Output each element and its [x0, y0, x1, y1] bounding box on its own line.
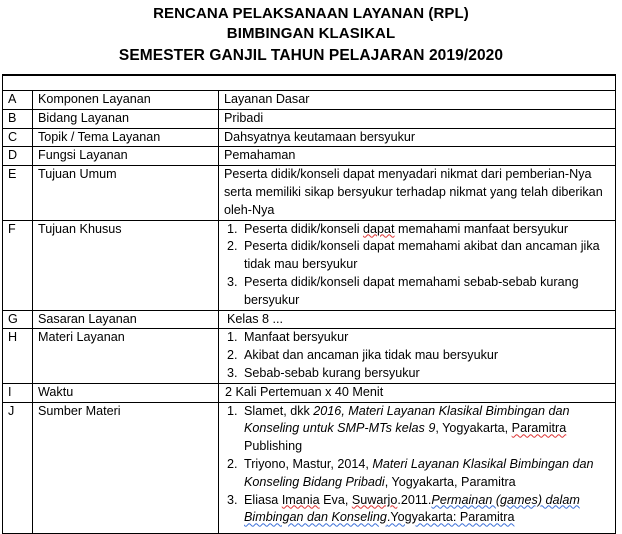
item-text: Peserta didik/konseli dapat memahami sebab-sebab kurang bersyukur — [244, 274, 579, 307]
source-author: Triyono, Mastur, 2014, — [244, 456, 373, 471]
item-text: Akibat dan ancaman jika tidak mau bersyukur — [244, 348, 499, 363]
list-item — [224, 403, 611, 456]
source-author: Eliasa — [244, 492, 282, 507]
title-line-2: BIMBINGAN KLASIKAL — [226, 25, 396, 42]
row-key: Bidang Layanan — [33, 109, 219, 128]
row-key: Tujuan Khusus — [33, 220, 219, 310]
item-number: 3. — [227, 492, 238, 507]
row-h — [3, 329, 616, 383]
spacer — [224, 527, 611, 533]
row-key: Sasaran Layanan — [33, 310, 219, 329]
item-text: memahami manfaat bersyukur — [394, 221, 569, 236]
row-letter: J — [3, 402, 33, 534]
source-place: , Yogyakarta, — [435, 421, 512, 436]
item-number: 2. — [227, 239, 238, 254]
item-text-marked: dapat — [363, 221, 395, 236]
row-f — [3, 220, 616, 310]
list-item — [224, 274, 611, 310]
title-line-1: RENCANA PELAKSANAAN LAYANAN (RPL) — [153, 5, 469, 22]
row-letter: E — [3, 166, 33, 220]
row-key: Sumber Materi — [33, 402, 219, 534]
row-value: Pemahaman — [219, 147, 616, 166]
row-g — [3, 310, 616, 329]
title-line-3: SEMESTER GANJIL TAHUN PELAJARAN 2019/2020 — [118, 47, 504, 64]
item-text: Peserta didik/konseli — [244, 221, 364, 236]
source-author-marked: Suwarjo — [351, 492, 398, 507]
row-letter: G — [3, 310, 33, 329]
row-c — [3, 128, 616, 147]
row-letter: H — [3, 329, 33, 383]
list-item — [224, 238, 611, 274]
source-publisher-marked: Paramitra — [511, 421, 567, 436]
item-number: 3. — [227, 274, 238, 289]
list-item — [224, 329, 611, 347]
left-border-stub — [2, 74, 3, 90]
item-text: Sebab-sebab kurang bersyukur — [244, 365, 420, 380]
source-author: Eva, — [319, 492, 352, 507]
list-item — [224, 365, 611, 383]
source-publisher: Publishing — [244, 439, 303, 454]
source-author-marked: Imania — [281, 492, 320, 507]
row-d — [3, 147, 616, 166]
row-a — [3, 91, 616, 110]
source-title: Permainan (games) dalam Bimbingan dan Konseling — [244, 492, 580, 525]
right-border-stub — [615, 74, 616, 90]
source-title: Materi Layanan Klasikal Bimbingan dan Konseling Bidang Pribadi — [244, 456, 594, 489]
row-value: Kelas 8 ... — [219, 310, 616, 329]
rpl-table — [2, 90, 616, 534]
item-number: 1. — [227, 221, 238, 236]
objective-list — [224, 221, 611, 310]
row-letter: F — [3, 220, 33, 310]
list-item — [224, 456, 611, 492]
row-key: Materi Layanan — [33, 329, 219, 383]
row-key: Topik / Tema Layanan — [33, 128, 219, 147]
list-item — [224, 347, 611, 365]
row-value — [219, 220, 616, 310]
row-i — [3, 383, 616, 402]
top-border — [2, 74, 616, 76]
source-list — [224, 403, 611, 528]
item-text: Peserta didik/konseli dapat memahami akibat dan ancaman jika tidak mau bersyukur — [244, 239, 600, 272]
row-letter: C — [3, 128, 33, 147]
row-letter: B — [3, 109, 33, 128]
source-year: .2011. — [397, 492, 432, 507]
item-number: 3. — [227, 365, 238, 380]
row-letter: A — [3, 91, 33, 110]
row-value: Pribadi — [219, 109, 616, 128]
list-item — [224, 492, 611, 528]
row-value — [219, 329, 616, 383]
row-letter: I — [3, 383, 33, 402]
source-place: , Yogyakarta, Paramitra — [384, 474, 516, 489]
row-letter: D — [3, 147, 33, 166]
source-place: .Yogyakarta: Paramitra — [386, 510, 515, 525]
row-value: Layanan Dasar — [219, 91, 616, 110]
row-key: Fungsi Layanan — [33, 147, 219, 166]
item-number: 1. — [227, 403, 238, 418]
row-key: Waktu — [33, 383, 219, 402]
item-number: 1. — [227, 330, 238, 345]
row-j — [3, 402, 616, 534]
list-item — [224, 221, 611, 239]
row-value: Peserta didik/konseli dapat menyadari nikmat dari pemberian-Nya serta memiliki sikap bersyukur terhadap nikmat yang telah diberikan oleh-Nya — [219, 166, 616, 220]
item-text: Manfaat bersyukur — [244, 330, 349, 345]
row-key: Komponen Layanan — [33, 91, 219, 110]
row-e — [3, 166, 616, 220]
row-value: 2 Kali Pertemuan x 40 Menit — [219, 383, 616, 402]
material-list — [224, 329, 611, 382]
item-number: 2. — [227, 456, 238, 471]
row-value — [219, 402, 616, 534]
source-title: 2016, Materi Layanan Klasikal Bimbingan dan Konseling untuk SMP-MTs kelas 9 — [244, 403, 570, 436]
row-value: Dahsyatnya keutamaan bersyukur — [219, 128, 616, 147]
row-b — [3, 109, 616, 128]
row-key: Tujuan Umum — [33, 166, 219, 220]
item-number: 2. — [227, 348, 238, 363]
source-author: Slamet, dkk — [244, 403, 314, 418]
